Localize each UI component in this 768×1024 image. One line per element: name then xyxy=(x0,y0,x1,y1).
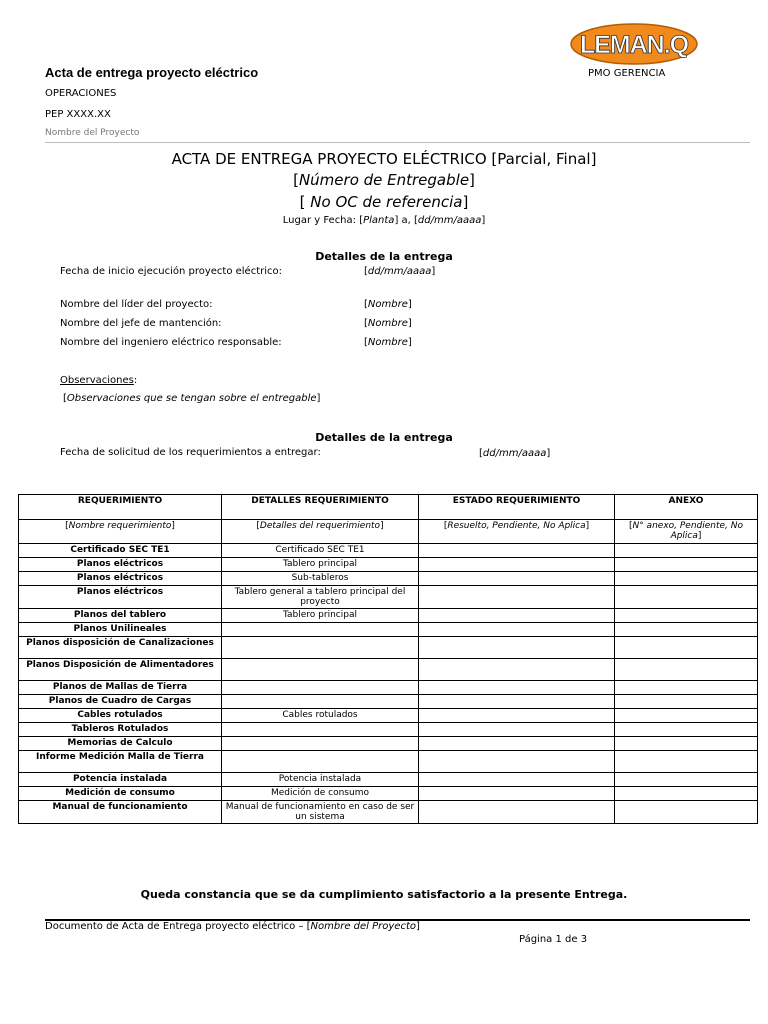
request-date-label: Fecha de solicitud de los requerimientos a entregar: xyxy=(60,447,321,458)
annex-cell xyxy=(615,572,758,586)
annex-cell xyxy=(615,801,758,824)
details-heading-1: Detalles de la entrega xyxy=(315,250,453,263)
details-cell xyxy=(222,637,419,659)
maintenance-chief-label: Nombre del jefe de mantención: xyxy=(60,318,222,329)
details-cell: Medición de consumo xyxy=(222,787,419,801)
template-cell: [Resuelto, Pendiente, No Aplica] xyxy=(419,520,615,544)
table-row xyxy=(19,659,758,681)
table-row xyxy=(19,709,758,723)
template-row xyxy=(19,520,758,544)
status-cell xyxy=(419,709,615,723)
requirement-cell: Medición de consumo xyxy=(19,787,222,801)
status-cell xyxy=(419,637,615,659)
department-label: OPERACIONES xyxy=(45,88,117,99)
status-cell xyxy=(419,586,615,609)
annex-cell xyxy=(615,623,758,637)
table-row xyxy=(19,751,758,773)
details-cell xyxy=(222,737,419,751)
details-cell: Tablero general a tablero principal del proyecto xyxy=(222,586,419,609)
table-row xyxy=(19,609,758,623)
details-cell: Potencia instalada xyxy=(222,773,419,787)
details-cell xyxy=(222,659,419,681)
table-row xyxy=(19,681,758,695)
table-row xyxy=(19,801,758,824)
requirement-cell: Certificado SEC TE1 xyxy=(19,544,222,558)
doc-type-title: Acta de entrega proyecto eléctrico xyxy=(45,65,259,80)
header-divider xyxy=(45,142,750,143)
details-cell xyxy=(222,623,419,637)
table-row xyxy=(19,586,758,609)
table-row xyxy=(19,623,758,637)
requirement-cell: Planos de Mallas de Tierra xyxy=(19,681,222,695)
annex-cell xyxy=(615,709,758,723)
requirement-cell: Planos eléctricos xyxy=(19,586,222,609)
place-and-date: Lugar y Fecha: [Planta] a, [dd/mm/aaaa] xyxy=(282,215,486,226)
observations-value: [Observaciones que se tengan sobre el entregable] xyxy=(63,393,321,404)
annex-cell xyxy=(615,773,758,787)
table-row xyxy=(19,558,758,572)
table-row xyxy=(19,773,758,787)
details-heading-2: Detalles de la entrega xyxy=(315,431,453,444)
requirement-cell: Planos eléctricos xyxy=(19,572,222,586)
closing-statement: Queda constancia que se da cumplimiento satisfactorio a la presente Entrega. xyxy=(140,888,628,901)
request-date-value: [dd/mm/aaaa] xyxy=(479,448,551,459)
requirement-cell: Planos Disposición de Alimentadores xyxy=(19,659,222,681)
logo-text: LEMAN.Q xyxy=(579,31,689,59)
table-row xyxy=(19,695,758,709)
project-leader-value: [Nombre] xyxy=(364,299,412,310)
status-cell xyxy=(419,737,615,751)
deliverable-number: [Número de Entregable] xyxy=(293,171,475,189)
requirement-cell: Planos de Cuadro de Cargas xyxy=(19,695,222,709)
status-cell xyxy=(419,787,615,801)
requirement-cell: Tableros Rotulados xyxy=(19,723,222,737)
engineer-label: Nombre del ingeniero eléctrico responsable: xyxy=(60,337,282,348)
annex-cell xyxy=(615,659,758,681)
details-cell: Certificado SEC TE1 xyxy=(222,544,419,558)
status-cell xyxy=(419,558,615,572)
table-row xyxy=(19,572,758,586)
status-cell xyxy=(419,695,615,709)
annex-cell xyxy=(615,637,758,659)
requirement-cell: Planos eléctricos xyxy=(19,558,222,572)
annex-cell xyxy=(615,695,758,709)
status-cell xyxy=(419,723,615,737)
footer-document: Documento de Acta de Entrega proyecto eléctrico – [Nombre del Proyecto] xyxy=(45,921,420,932)
details-cell xyxy=(222,681,419,695)
header-requirement: REQUERIMIENTO xyxy=(19,495,222,520)
annex-cell xyxy=(615,737,758,751)
annex-cell xyxy=(615,586,758,609)
engineer-value: [Nombre] xyxy=(364,337,412,348)
requirement-cell: Planos disposición de Canalizaciones xyxy=(19,637,222,659)
status-cell xyxy=(419,681,615,695)
status-cell xyxy=(419,609,615,623)
header-details: DETALLES REQUERIMIENTO xyxy=(222,495,419,520)
requirement-cell: Potencia instalada xyxy=(19,773,222,787)
main-title: ACTA DE ENTREGA PROYECTO ELÉCTRICO [Parcial, Final] xyxy=(171,150,597,168)
details-cell xyxy=(222,723,419,737)
pep-code: PEP XXXX.XX xyxy=(45,109,111,120)
start-date-value: [dd/mm/aaaa] xyxy=(364,266,436,277)
requirement-cell: Memorias de Calculo xyxy=(19,737,222,751)
annex-cell xyxy=(615,544,758,558)
status-cell xyxy=(419,623,615,637)
details-cell xyxy=(222,695,419,709)
status-cell xyxy=(419,572,615,586)
annex-cell xyxy=(615,681,758,695)
project-leader-label: Nombre del líder del proyecto: xyxy=(60,299,213,310)
status-cell xyxy=(419,659,615,681)
status-cell xyxy=(419,751,615,773)
requirement-cell: Planos Unilineales xyxy=(19,623,222,637)
requirement-cell: Informe Medición Malla de Tierra xyxy=(19,751,222,773)
start-date-label: Fecha de inicio ejecución proyecto eléctrico: xyxy=(60,266,282,277)
header-project-name: Nombre del Proyecto xyxy=(45,128,140,138)
details-cell: Manual de funcionamiento en caso de ser un sistema xyxy=(222,801,419,824)
table-row xyxy=(19,787,758,801)
pmo-label: PMO GERENCIA xyxy=(588,68,666,79)
annex-cell xyxy=(615,787,758,801)
company-logo xyxy=(570,21,698,65)
template-cell: [Nombre requerimiento] xyxy=(19,520,222,544)
requirement-cell: Manual de funcionamiento xyxy=(19,801,222,824)
table-row xyxy=(19,723,758,737)
annex-cell xyxy=(615,558,758,572)
requirement-cell: Planos del tablero xyxy=(19,609,222,623)
template-cell: [N° anexo, Pendiente, No Aplica] xyxy=(615,520,758,544)
details-cell xyxy=(222,751,419,773)
table-row xyxy=(19,637,758,659)
details-cell: Cables rotulados xyxy=(222,709,419,723)
observations-label: Observaciones: xyxy=(60,375,138,386)
table-row xyxy=(19,544,758,558)
table-body xyxy=(19,520,758,824)
details-cell: Tablero principal xyxy=(222,558,419,572)
annex-cell xyxy=(615,751,758,773)
template-cell: [Detalles del requerimiento] xyxy=(222,520,419,544)
requirement-cell: Cables rotulados xyxy=(19,709,222,723)
status-cell xyxy=(419,801,615,824)
annex-cell xyxy=(615,723,758,737)
table-row xyxy=(19,737,758,751)
status-cell xyxy=(419,544,615,558)
table-header-row xyxy=(19,495,758,520)
maintenance-chief-value: [Nombre] xyxy=(364,318,412,329)
details-cell: Tablero principal xyxy=(222,609,419,623)
requirements-table xyxy=(18,494,758,824)
annex-cell xyxy=(615,609,758,623)
page-number: Página 1 de 3 xyxy=(519,934,588,945)
header-annex: ANEXO xyxy=(615,495,758,520)
details-cell: Sub-tableros xyxy=(222,572,419,586)
oc-reference: [ No OC de referencia] xyxy=(299,193,469,211)
status-cell xyxy=(419,773,615,787)
header-status: ESTADO REQUERIMIENTO xyxy=(419,495,615,520)
